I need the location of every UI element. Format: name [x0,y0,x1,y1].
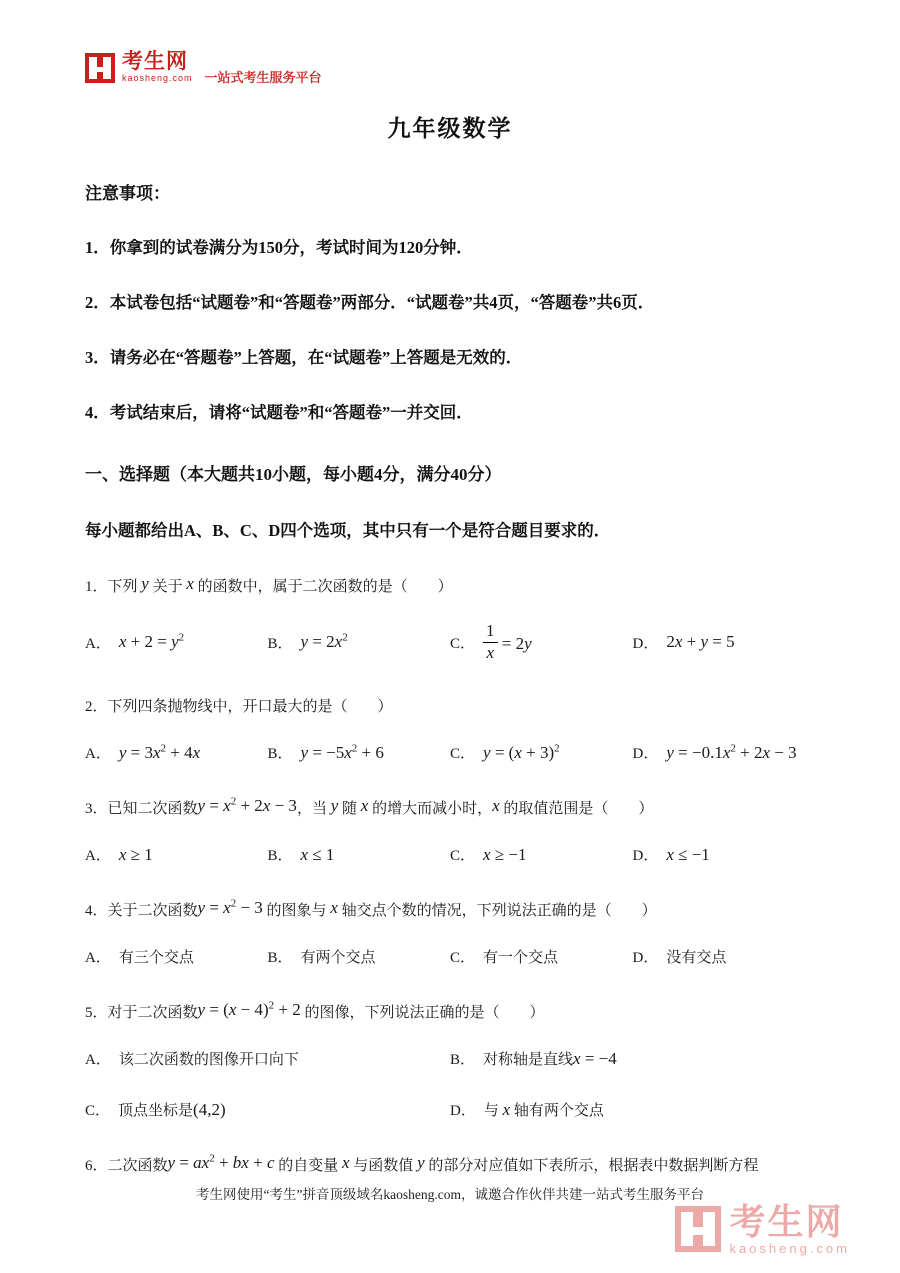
option-text: 对称轴是直线x = −4 [483,1049,617,1069]
logo-title: 考生网 [122,50,188,73]
option-text: 有三个交点 [118,950,194,967]
option-label: C． [450,635,476,652]
question-5-option-a [85,1048,450,1069]
notice-item-2: 2．本试卷包括“试题卷”和“答题卷”两部分．“试题卷”共4页，“答题卷”共6页． [85,293,655,312]
option-text: 没有交点 [666,950,727,967]
watermark-text-block [729,1203,850,1256]
page-title: 九年级数学 [387,116,513,141]
watermark-domain: kaosheng.com [729,1241,850,1256]
option-formula: $y = -0.1x^2 + 2x - 3$ [666,742,797,762]
page-footer: 考生网使用“考生”拼音顶级域名kaosheng.com，诚邀合作伙伴共建一站式考生服务平台 [195,1187,705,1202]
question-2 [85,695,815,763]
question-2-options [85,742,815,763]
option-formula: x ≥ 1 [118,844,153,864]
question-5-stem: 5．对于二次函数$y = (x - 4)^2 + 2$ 的图像，下列说法正确的是（ ） [85,999,545,1022]
question-3 [85,796,815,865]
option-formula: $x + 2 = y^2$ [118,631,185,652]
option-text: 顶点坐标是(4,2) [118,1100,226,1120]
option-label: C． [85,1103,111,1120]
question-4-option-b [268,946,451,967]
question-4-option-d [633,946,816,967]
question-1-option-b [268,622,451,662]
question-4-stem: 4．关于二次函数$y = x^2 - 3$ 的图象与 x 轴交点个数的情况，下列说法正确的是（ ） [85,897,657,920]
option-label: D． [632,848,659,865]
question-5-options [85,1048,815,1120]
option-formula: $y = 3x^2 + 4x$ [118,742,201,762]
option-text: 该二次函数的图像开口向下 [118,1052,299,1069]
question-4-option-c [450,946,633,967]
logo-domain: kaosheng.com [122,73,193,83]
question-3-option-c [450,844,633,865]
question-3-stem: 3．已知二次函数$y = x^2 + 2x - 3$，当 y 随 x 的增大而减小时，x 的取值范围是（ ） [85,795,654,818]
kaosheng-logo-icon [85,53,115,83]
question-5-option-b [450,1048,815,1069]
option-formula: x ≤ −1 [666,844,710,864]
question-5-option-d [450,1099,815,1120]
question-6-stem: 6．二次函数$y = ax^2$ + bx + c 的自变量 x 与函数值 y 的部分对应值如下表所示，根据表中数据判断方程 [85,1152,759,1175]
option-label: B． [267,746,293,763]
option-formula: 2x + y = 5 [666,632,735,652]
question-3-options [85,844,815,865]
kaosheng-watermark-icon [675,1206,721,1252]
option-label: D． [632,635,659,652]
option-label: D． [450,1103,476,1120]
question-1-options [85,622,815,662]
option-text: 与 x 轴有两个交点 [483,1100,604,1120]
option-formula: $y = (x + 3)^2$ [483,742,560,762]
option-formula: x ≤ 1 [300,844,335,864]
question-2-option-a [85,742,268,763]
option-label: A． [85,746,111,763]
notice-item-1: 1．你拿到的试卷满分为150分，考试时间为120分钟． [85,238,473,257]
logo-text-block [122,50,193,83]
option-label: B． [450,1052,476,1069]
option-label: A． [85,950,111,967]
question-2-option-b [268,742,451,763]
option-label: C． [450,746,476,763]
option-formula: $\frac{1}{x}$ = 2y [483,622,532,662]
question-1-option-d [633,622,816,662]
question-5 [85,1000,815,1120]
logo-icon-shape [681,1212,693,1246]
question-1-option-c [450,622,633,662]
notice-item-3: 3．请务必在“答题卷”上答题，在“试题卷”上答题是无效的． [85,348,523,367]
option-label: D． [632,746,659,763]
logo-icon-shape [89,57,97,79]
option-label: B． [267,848,293,865]
logo-icon-shape [703,1212,715,1246]
question-3-option-a [85,844,268,865]
logo-icon-shape [103,57,111,79]
section-heading: 一、选择题（本大题共10小题，每小题4分，满分40分） [85,465,502,484]
option-label: A． [85,848,111,865]
question-2-stem: 2．下列四条抛物线中，开口最大的是（ ） [85,699,393,716]
option-label: C． [450,950,476,967]
notice-heading: 注意事项： [85,184,170,203]
question-4-options [85,946,815,967]
notice-item-4: 4．考试结束后，请将“试题卷”和“答题卷”一并交回． [85,403,473,422]
option-text: 有一个交点 [483,950,559,967]
question-6 [85,1153,815,1178]
option-label: B． [267,635,293,652]
logo-tagline: 一站式考生服务平台 [204,70,322,85]
question-2-option-c [450,742,633,763]
question-3-option-b [268,844,451,865]
question-1-stem: 1．下列 y 关于 x 的函数中，属于二次函数的是（ ） [85,574,453,595]
option-text: 有两个交点 [300,950,376,967]
option-formula: $y = 2x^2$ [300,631,348,652]
question-4-option-a [85,946,268,967]
section-intro: 每小题都给出A、B、C、D四个选项，其中只有一个是符合题目要求的． [85,521,611,540]
question-3-option-d [633,844,816,865]
question-5-option-c [85,1099,450,1120]
option-label: C． [450,848,476,865]
option-label: B． [267,950,293,967]
option-formula: $y = -5x^2 + 6$ [300,742,384,762]
question-1-option-a [85,622,268,662]
logo-icon-shape [97,67,103,72]
watermark-logo [675,1203,850,1256]
site-header [85,0,815,86]
option-formula: x ≥ −1 [483,844,527,864]
question-2-option-d [633,742,816,763]
logo-icon-shape [693,1227,703,1235]
option-label: A． [85,1052,111,1069]
question-1 [85,574,815,662]
option-label: D． [632,950,659,967]
question-4 [85,898,815,967]
option-label: A． [85,635,111,652]
watermark-title: 考生网 [729,1201,844,1242]
